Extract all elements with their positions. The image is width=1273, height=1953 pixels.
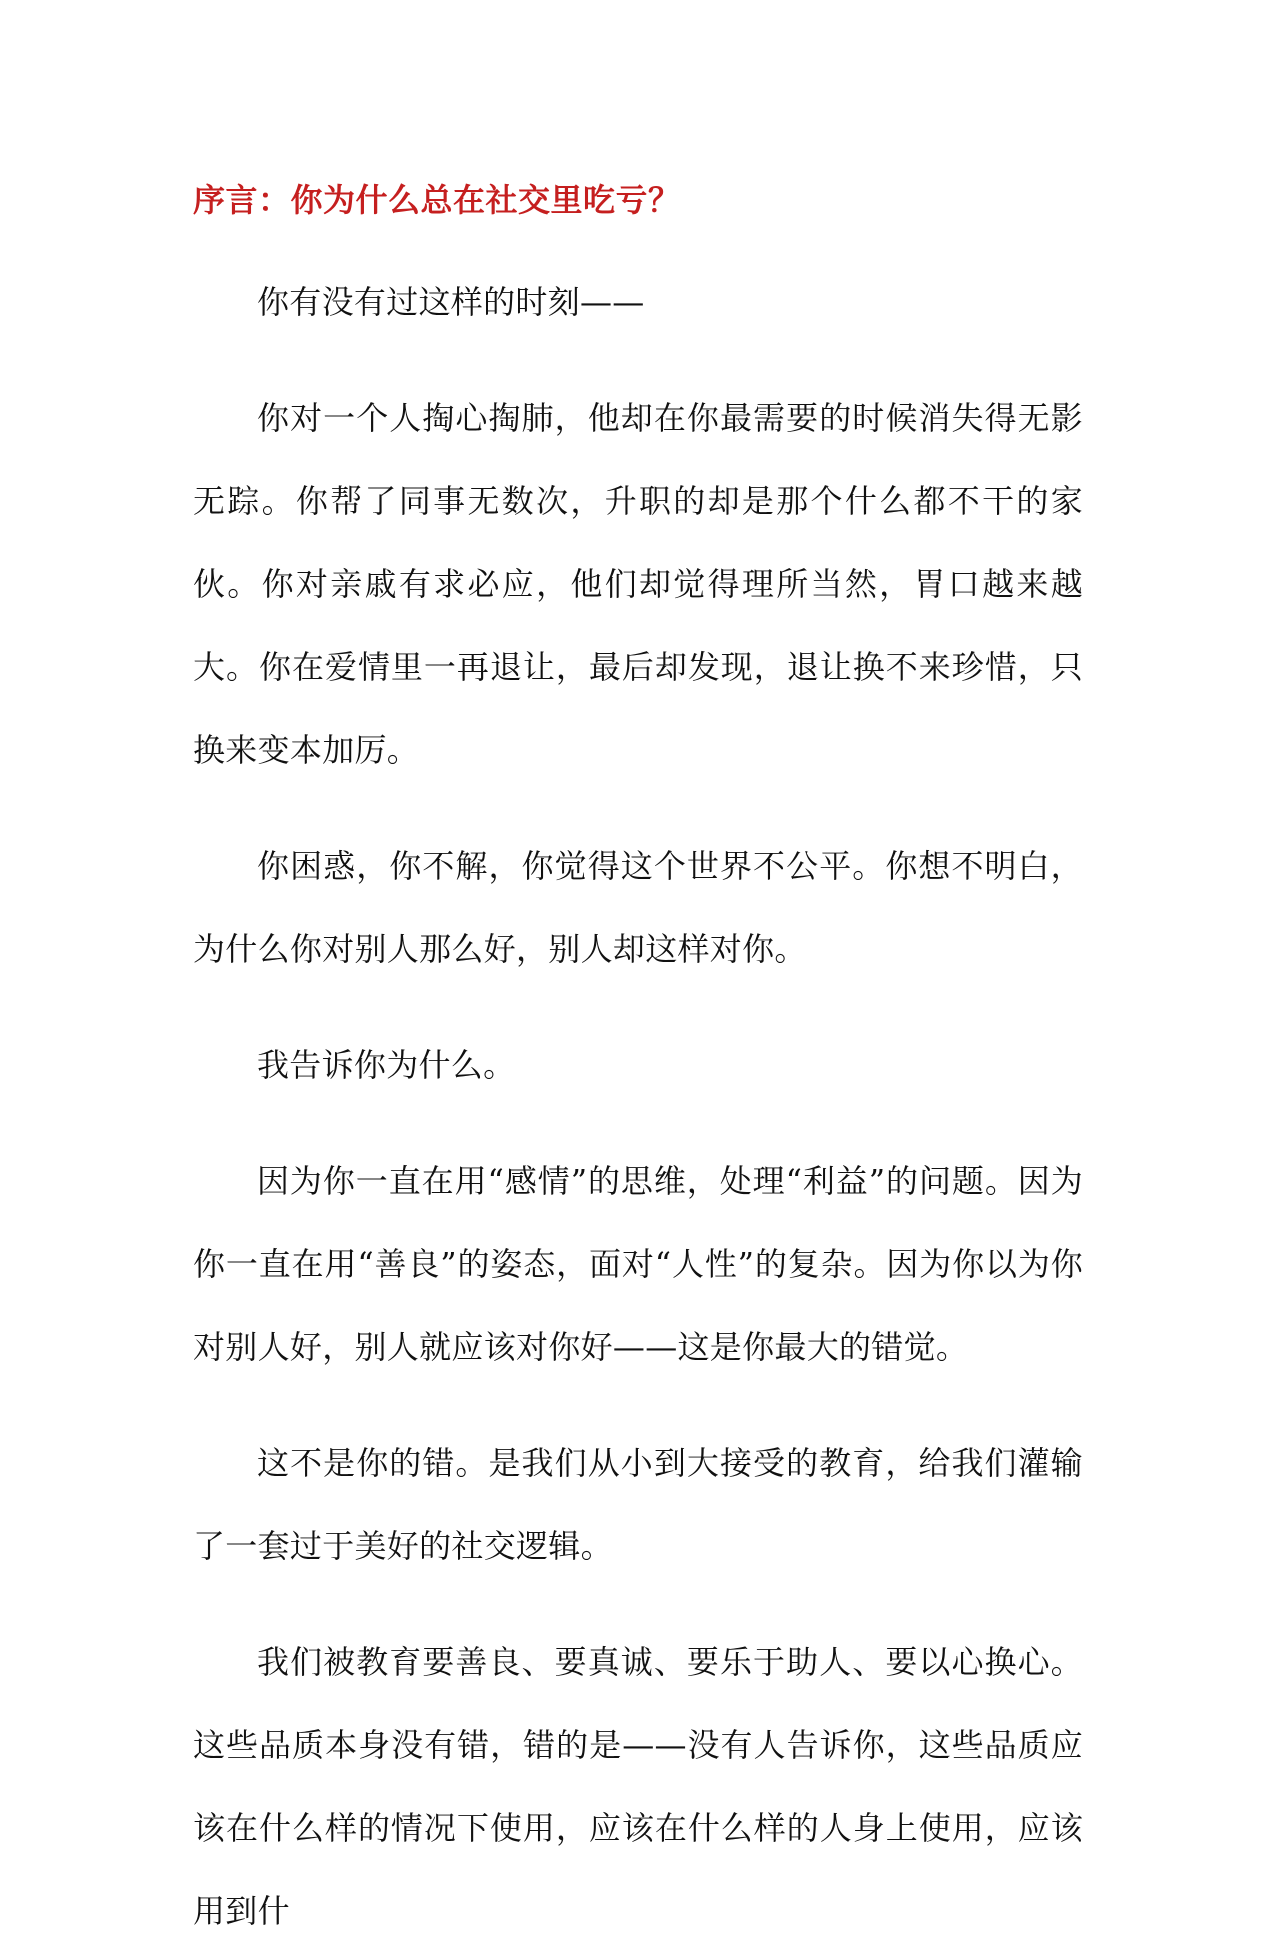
paragraph-3: 你困惑，你不解，你觉得这个世界不公平。你想不明白，为什么你对别人那么好，别人却这样对你。 xyxy=(193,847,1083,968)
paragraph-4: 我告诉你为什么。 xyxy=(257,1046,516,1084)
paragraph-1: 你有没有过这样的时刻—— xyxy=(257,283,645,321)
paragraph-7: 我们被教育要善良、要真诚、要乐于助人、要以心换心。这些品质本身没有错，错的是——没有人告诉你，这些品质应该在什么样的情况下使用，应该在什么样的人身上使用，应该用到什 xyxy=(193,1643,1083,1930)
paragraph-6: 这不是你的错。是我们从小到大接受的教育，给我们灌输了一套过于美好的社交逻辑。 xyxy=(193,1444,1083,1565)
chapter-title: 序言：你为什么总在社交里吃亏？ xyxy=(193,181,681,219)
paragraph-5: 因为你一直在用“感情”的思维，处理“利益”的问题。因为你一直在用“善良”的姿态，面对“人性”的复杂。因为你以为你对别人好，别人就应该对你好——这是你最大的错觉。 xyxy=(193,1162,1083,1366)
document-content xyxy=(193,174,1083,1953)
paragraph-2: 你对一个人掏心掏肺，他却在你最需要的时候消失得无影无踪。你帮了同事无数次，升职的却是那个什么都不干的家伙。你对亲戚有求必应，他们却觉得理所当然，胃口越来越大。你在爱情里一再退让，最后却发现，退让换不来珍惜，只换来变本加厉。 xyxy=(193,399,1083,769)
